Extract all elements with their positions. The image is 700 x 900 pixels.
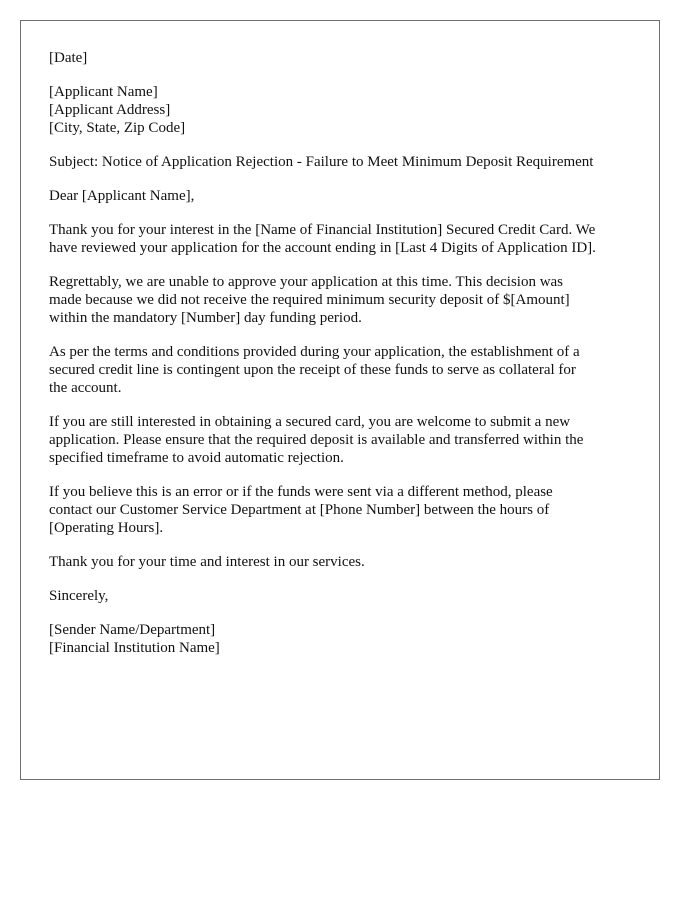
signature-block [49,621,639,657]
paragraph-line: Regrettably, we are unable to approve your application at this time. This decision was [49,274,564,290]
subject-line: Subject: Notice of Application Rejection - Failure to Meet Minimum Deposit Requirement [49,154,594,170]
paragraph-line: Thank you for your time and interest in our services. [49,554,365,570]
recipient-block [49,83,639,137]
paragraph-contact [49,483,639,537]
paragraph-line: made because we did not receive the required minimum security deposit of $[Amount] [49,292,570,308]
recipient-city-state-zip: [City, State, Zip Code] [49,120,186,136]
closing: Sincerely, [49,588,109,604]
date-line [49,49,639,67]
paragraph-line: specified timeframe to avoid automatic rejection. [49,450,344,466]
paragraph-line: application. Please ensure that the required deposit is available and transferred within the [49,432,584,448]
paragraph-thanks [49,553,639,571]
letter-body [49,49,639,673]
salutation-block [49,187,639,205]
subject-block [49,153,639,171]
paragraph-line: As per the terms and conditions provided during your application, the establishment of a [49,344,580,360]
paragraph-line: If you believe this is an error or if the funds were sent via a different method, please [49,484,553,500]
letter-date: [Date] [49,50,88,66]
paragraph-line: If you are still interested in obtaining a secured card, you are welcome to submit a new [49,414,571,430]
recipient-address: [Applicant Address] [49,102,171,118]
paragraph-reapply [49,413,639,467]
paragraph-interest [49,221,639,257]
letter-page [20,20,660,780]
paragraph-line: Thank you for your interest in the [Name of Financial Institution] Secured Credit Card. We [49,222,596,238]
closing-block [49,587,639,605]
paragraph-line: have reviewed your application for the account ending in [Last 4 Digits of Application ID]. [49,240,596,256]
paragraph-rejection-reason [49,273,639,327]
paragraph-line: secured credit line is contingent upon the receipt of these funds to serve as collateral for [49,362,576,378]
paragraph-line: contact our Customer Service Department at [Phone Number] between the hours of [49,502,550,518]
salutation: Dear [Applicant Name], [49,188,195,204]
paragraph-line: [Operating Hours]. [49,520,164,536]
paragraph-line: within the mandatory [Number] day funding period. [49,310,362,326]
institution-name: [Financial Institution Name] [49,640,220,656]
sender-name: [Sender Name/Department] [49,622,216,638]
recipient-name: [Applicant Name] [49,84,158,100]
paragraph-line: the account. [49,380,122,396]
paragraph-terms [49,343,639,397]
